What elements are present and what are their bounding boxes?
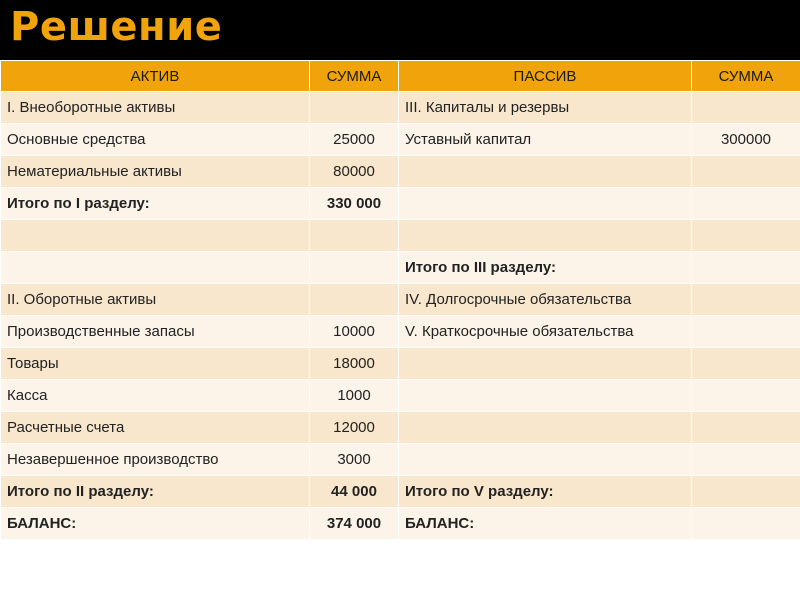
liability-cell: Итого по V разделу:: [399, 476, 692, 508]
asset-sum-cell: 1000: [310, 380, 399, 412]
liability-sum-cell: [692, 188, 800, 220]
liability-cell: [399, 444, 692, 476]
table-row: [1, 508, 800, 540]
asset-cell: Товары: [1, 348, 310, 380]
liability-cell: V. Краткосрочные обязательства: [399, 316, 692, 348]
asset-sum-cell: 44 000: [310, 476, 399, 508]
asset-cell: II. Оборотные активы: [1, 284, 310, 316]
liability-cell: [399, 380, 692, 412]
liability-cell: [399, 220, 692, 252]
asset-sum-cell: [310, 220, 399, 252]
title-bar: [0, 0, 800, 60]
header-liability: ПАССИВ: [399, 61, 692, 92]
table-body: [1, 92, 800, 540]
liability-sum-cell: [692, 156, 800, 188]
liability-cell: III. Капиталы и резервы: [399, 92, 692, 124]
table-row: [1, 284, 800, 316]
asset-cell: I. Внеоборотные активы: [1, 92, 310, 124]
liability-sum-cell: [692, 444, 800, 476]
liability-sum-cell: [692, 476, 800, 508]
table-row: [1, 316, 800, 348]
asset-cell: Нематериальные активы: [1, 156, 310, 188]
table-row: [1, 380, 800, 412]
liability-cell: [399, 156, 692, 188]
table-row: [1, 156, 800, 188]
asset-cell: БАЛАНС:: [1, 508, 310, 540]
asset-sum-cell: 25000: [310, 124, 399, 156]
table-row: [1, 124, 800, 156]
asset-cell: Расчетные счета: [1, 412, 310, 444]
asset-cell: Основные средства: [1, 124, 310, 156]
liability-sum-cell: [692, 252, 800, 284]
asset-cell: Итого по II разделу:: [1, 476, 310, 508]
balance-table: [0, 60, 800, 540]
asset-sum-cell: [310, 284, 399, 316]
asset-sum-cell: 374 000: [310, 508, 399, 540]
liability-cell: [399, 348, 692, 380]
liability-cell: IV. Долгосрочные обязательства: [399, 284, 692, 316]
table-row: [1, 412, 800, 444]
asset-sum-cell: 330 000: [310, 188, 399, 220]
liability-sum-cell: [692, 284, 800, 316]
liability-sum-cell: [692, 380, 800, 412]
table-row: [1, 220, 800, 252]
liability-sum-cell: [692, 508, 800, 540]
table-row: [1, 188, 800, 220]
liability-sum-cell: [692, 92, 800, 124]
asset-sum-cell: 80000: [310, 156, 399, 188]
asset-cell: Касса: [1, 380, 310, 412]
liability-cell: БАЛАНС:: [399, 508, 692, 540]
liability-sum-cell: [692, 348, 800, 380]
asset-cell: [1, 252, 310, 284]
asset-cell: Незавершенное производство: [1, 444, 310, 476]
asset-sum-cell: 12000: [310, 412, 399, 444]
asset-sum-cell: 18000: [310, 348, 399, 380]
header-asset-sum: СУММА: [310, 61, 399, 92]
liability-sum-cell: [692, 316, 800, 348]
header-liability-sum: СУММА: [692, 61, 800, 92]
liability-cell: [399, 188, 692, 220]
asset-cell: Итого по I разделу:: [1, 188, 310, 220]
table-row: [1, 444, 800, 476]
table-row: [1, 348, 800, 380]
liability-cell: Итого по III разделу:: [399, 252, 692, 284]
asset-sum-cell: 10000: [310, 316, 399, 348]
liability-cell: Уставный капитал: [399, 124, 692, 156]
table-row: [1, 252, 800, 284]
table-row: [1, 92, 800, 124]
asset-cell: [1, 220, 310, 252]
asset-sum-cell: [310, 92, 399, 124]
page-title: Решение: [10, 4, 223, 50]
header-asset: АКТИВ: [1, 61, 310, 92]
table-header-row: [1, 61, 800, 92]
table-row: [1, 476, 800, 508]
liability-cell: [399, 412, 692, 444]
asset-sum-cell: 3000: [310, 444, 399, 476]
liability-sum-cell: [692, 220, 800, 252]
asset-sum-cell: [310, 252, 399, 284]
liability-sum-cell: [692, 412, 800, 444]
asset-cell: Производственные запасы: [1, 316, 310, 348]
liability-sum-cell: 300000: [692, 124, 800, 156]
